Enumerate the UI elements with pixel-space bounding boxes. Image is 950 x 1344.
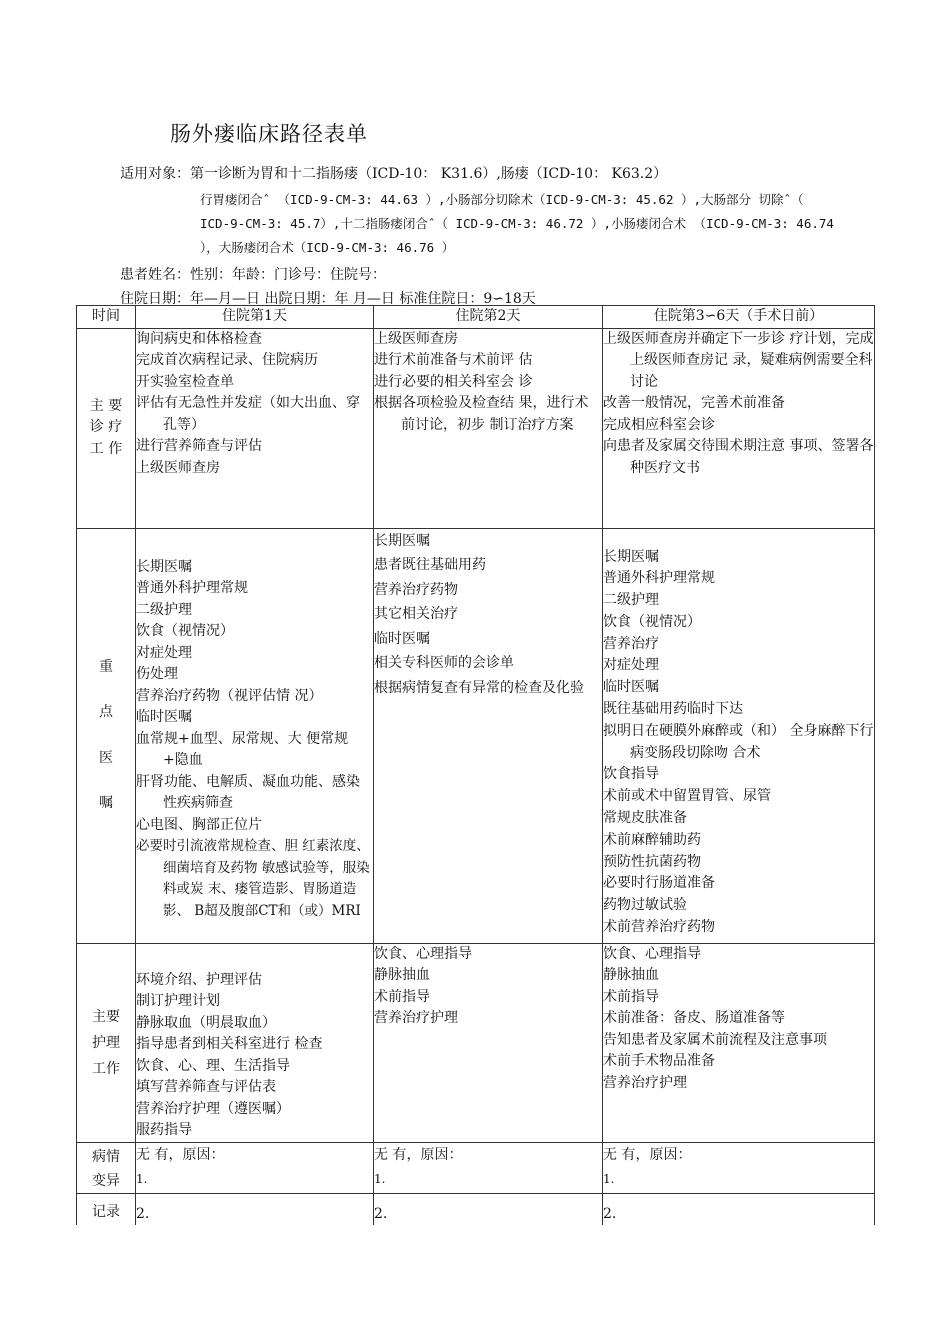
header-day1: 住院第1天: [136, 306, 374, 329]
list-item: 既往基础用药临时下达: [603, 701, 743, 718]
orders-row: [77, 528, 875, 943]
list-item: 术前指导: [603, 988, 659, 1005]
nursing-day3: [603, 943, 875, 1142]
nursing-day2: [374, 943, 603, 1142]
label-line: 点: [99, 704, 113, 720]
list-item: 术前或术中留置胃管、尿管: [603, 788, 771, 805]
label-line: 护理: [92, 1034, 120, 1051]
list-item: 必要时行肠道准备: [603, 875, 715, 892]
orders-day1: [136, 528, 374, 943]
variance-item-1: 1.: [374, 1171, 386, 1186]
scope-line-1: [120, 163, 667, 183]
list-item: 饮食指导: [603, 766, 659, 783]
list-item: 预防性抗菌药物: [603, 853, 701, 870]
list-item: 血常规+血型、尿常规、大 便常规+隐血: [136, 730, 349, 768]
list-item: 静脉抽血: [603, 967, 659, 983]
diagnosis-day1: [136, 328, 374, 528]
list-item: 临时医嘱: [374, 630, 430, 647]
nursing-label: [77, 943, 136, 1142]
header-row: [77, 306, 875, 329]
list-item: 术前麻醉辅助药: [603, 831, 701, 848]
list-item: 临时医嘱: [603, 679, 659, 696]
list-item: 完成首次病程记录、住院病历: [136, 352, 318, 368]
list-item: 术前营养治疗药物: [603, 919, 715, 936]
nursing-row: [77, 943, 875, 1142]
scope-line-3: ICD-9-CM-3: 45.7）,十二指肠瘘闭合ˆ（ ICD-9-CM-3: 46.72 ）,小肠瘘闭合术 （ICD-9-CM-3: 46.74: [200, 216, 834, 231]
label-line: 重: [99, 658, 113, 675]
variance-row-2: [77, 1193, 875, 1225]
orders-day3: [603, 528, 875, 943]
scope-text: 适用对象：第一诊断为胃和十二指肠瘘（ICD-10： K31.6）,肠瘘（ICD-10： K63.2）: [120, 166, 668, 182]
label-line: 工 作: [89, 440, 123, 457]
label-line: 主要: [92, 1008, 120, 1025]
diagnosis-row: [77, 328, 875, 528]
orders-label: [77, 528, 136, 943]
list-item: 二级护理: [136, 601, 192, 618]
list-item: 二级护理: [603, 592, 659, 609]
list-item: 普通外科护理常规: [603, 570, 715, 587]
list-item: 营养治疗药物: [374, 581, 458, 598]
list-item: 指导患者到相关科室进行 检查: [136, 1036, 323, 1052]
list-item: 其它相关治疗: [374, 606, 458, 622]
list-item: 对症处理: [136, 644, 192, 661]
list-item: 营养治疗: [603, 635, 659, 652]
list-item: 进行术前准备与术前评 估: [374, 352, 533, 368]
list-item: 询问病史和体格检查: [136, 330, 262, 347]
header-time: 时间: [77, 306, 136, 329]
list-item: 术前指导: [374, 988, 430, 1005]
variance-day3-item2: 2.: [603, 1193, 875, 1225]
diagnosis-day2: [374, 328, 603, 528]
list-item: 临时医嘱: [136, 709, 192, 725]
list-item: 必要时引流液常规检查、胆 红素浓度、细菌培育及药物 敏感试验等，服染料或炭 末、瘘管造影、胃肠道造影、 B超及腹部CT和（或）MRI: [136, 838, 370, 919]
variance-text: 无 有，原因：: [374, 1146, 463, 1163]
variance-day2-item2: 2.: [374, 1193, 603, 1225]
list-item: 营养治疗护理: [603, 1074, 687, 1091]
variance-text: 无 有，原因：: [603, 1146, 692, 1163]
list-item: 评估有无急性并发症（如大出血、穿孔等）: [136, 395, 360, 433]
list-item: 对症处理: [603, 657, 659, 674]
list-item: 静脉抽血: [374, 967, 430, 983]
list-item: 长期医嘱: [136, 558, 192, 575]
list-item: 普通外科护理常规: [136, 580, 248, 596]
list-item: 告知患者及家属术前流程及注意事项: [603, 1031, 827, 1048]
list-item: 饮食、心、理、生活指导: [136, 1057, 290, 1074]
variance-text: 无 有，原因：: [136, 1146, 225, 1163]
variance-item-1: 1.: [136, 1171, 148, 1186]
list-item: 服药指导: [136, 1122, 192, 1138]
header-day2: 住院第2天: [374, 306, 603, 329]
list-item: 术前准备：备皮、肠道准备等: [603, 1010, 785, 1026]
label-line: 诊 疗: [89, 419, 123, 436]
variance-label: [77, 1142, 136, 1193]
list-item: 进行营养筛查与评估: [136, 438, 262, 454]
list-item: 肝肾功能、电解质、凝血功能、感染性疾病筛查: [136, 773, 360, 811]
list-item: 拟明日在硬膜外麻醉或（和） 全身麻醉下行病变肠段切除吻 合术: [603, 722, 874, 761]
list-item: 饮食（视情况）: [136, 623, 234, 639]
list-item: 常规皮肤准备: [603, 810, 687, 827]
diagnosis-label: [77, 328, 136, 528]
list-item: 根据病情复查有异常的检查及化验: [374, 679, 584, 696]
label-line: 嘱: [99, 795, 113, 811]
variance-item-1: 1.: [603, 1171, 615, 1186]
list-item: 营养治疗药物（视评估情 况）: [136, 687, 323, 704]
scope-line-2: 行胃瘘闭合ˆ （ICD-9-CM-3: 44.63 ）,小肠部分切除术（ICD-9-CM-3: 45.62 ）,大肠部分 切除ˆ（: [200, 192, 804, 207]
orders-day2: [374, 528, 603, 943]
list-item: 术前手术物品准备: [603, 1053, 715, 1069]
list-item: 饮食（视情况）: [603, 613, 701, 630]
diagnosis-day3: [603, 328, 875, 528]
list-item: 营养治疗护理: [374, 1010, 458, 1026]
variance-day3: [603, 1142, 875, 1193]
list-item: 饮食、心理指导: [374, 945, 472, 962]
list-item: 根据各项检验及检查结 果，进行术前讨论，初步 制订治疗方案: [374, 395, 589, 433]
nursing-day1: [136, 943, 374, 1142]
list-item: 饮食、心理指导: [603, 945, 701, 962]
list-item: 伤处理: [136, 666, 178, 682]
label-line: 变异: [92, 1172, 120, 1189]
list-item: 相关专科医师的会诊单: [374, 655, 514, 671]
list-item: 药物过敏试验: [603, 897, 687, 914]
variance-day2: [374, 1142, 603, 1193]
list-item: 长期医嘱: [603, 548, 659, 565]
patient-info-line: 患者姓名：性别：年龄：门诊号：住院号：: [120, 267, 386, 283]
list-item: 上级医师查房: [374, 330, 458, 347]
variance-label-cont: 记录: [77, 1193, 136, 1225]
list-item: 完成相应科室会诊: [603, 416, 715, 433]
list-item: 进行必要的相关科室会 诊: [374, 373, 533, 390]
clinical-pathway-table: [76, 305, 875, 1225]
label-line: 医: [99, 749, 113, 766]
header-day3: 住院第3∽6天（手术日前）: [603, 306, 875, 329]
list-item: 患者既往基础用药: [374, 557, 486, 573]
list-item: 长期医嘱: [374, 532, 430, 549]
list-item: 静脉取血（明晨取血）: [136, 1014, 276, 1031]
label-line: 工作: [92, 1060, 120, 1077]
list-item: 心电图、胸部正位片: [136, 816, 262, 833]
list-item: 改善一般情况，完善术前准备: [603, 395, 785, 411]
variance-row: [77, 1142, 875, 1193]
variance-day1: [136, 1142, 374, 1193]
list-item: 环境介绍、护理评估: [136, 971, 262, 988]
label-line: 主 要: [89, 397, 123, 414]
hospital-dates-line: 住院日期：年—月—日 出院日期：年 月—日 标准住院日：9∽18天: [120, 291, 536, 307]
page-title: 肠外瘘临床路径表单: [170, 122, 368, 146]
list-item: 上级医师查房并确定下一步诊 疗计划，完成上级医师查房记 录，疑难病例需要全科讨论: [603, 330, 874, 390]
list-item: 制订护理计划: [136, 993, 220, 1009]
list-item: 开实验室检查单: [136, 373, 234, 390]
list-item: 向患者及家属交待围术期注意 事项、签署各种医疗文书: [603, 438, 874, 476]
list-item: 营养治疗护理（遵医嘱）: [136, 1100, 290, 1117]
list-item: 上级医师查房: [136, 459, 220, 476]
variance-day1-item2: 2.: [136, 1193, 374, 1225]
label-line: 病情: [92, 1148, 120, 1165]
scope-line-4: ），大肠瘘闭合术（ICD-9-CM-3: 46.76 ）: [200, 240, 455, 255]
list-item: 填写营养筛查与评估表: [136, 1079, 276, 1095]
